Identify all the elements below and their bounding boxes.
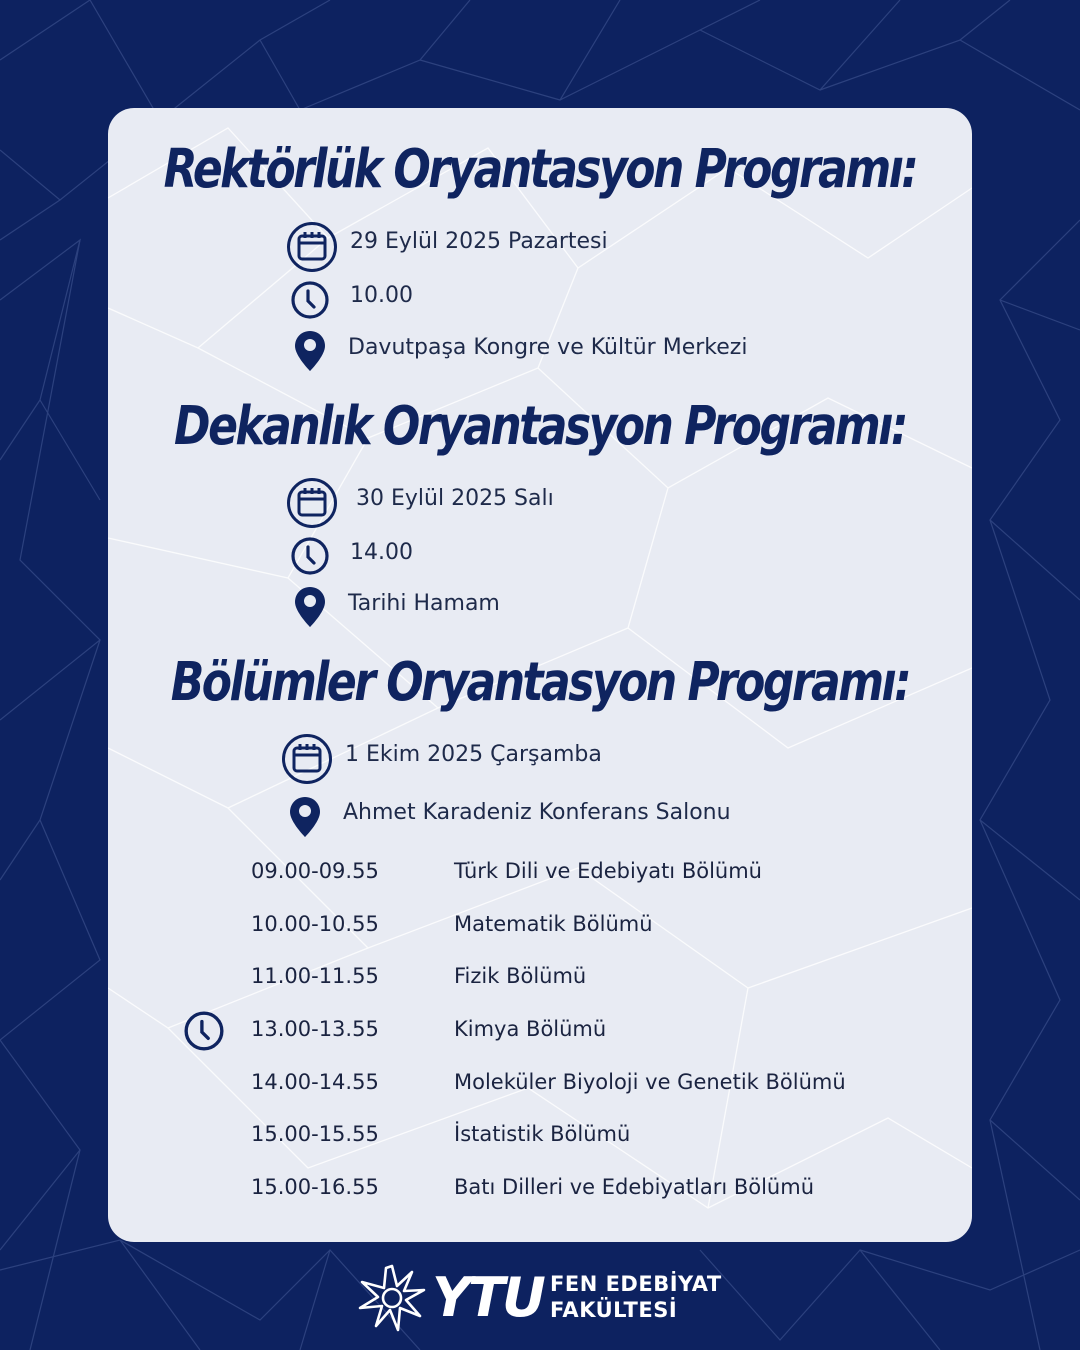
location-pin-icon [294, 330, 326, 372]
schedule-time: 15.00-16.55 [251, 1175, 379, 1199]
clock-icon [183, 1010, 225, 1052]
schedule-department: Moleküler Biyoloji ve Genetik Bölümü [454, 1070, 846, 1094]
logo-line-1: FEN EDEBİYAT [550, 1272, 722, 1296]
calendar-icon [286, 477, 338, 529]
clock-icon [290, 536, 330, 576]
schedule-department: Türk Dili ve Edebiyatı Bölümü [454, 859, 762, 883]
clock-icon [290, 280, 330, 320]
schedule-time: 09.00-09.55 [251, 859, 379, 883]
schedule-time: 10.00-10.55 [251, 912, 379, 936]
schedule-department: Batı Dilleri ve Edebiyatları Bölümü [454, 1175, 815, 1199]
section-title-rektorluk: Rektörlük Oryantasyon Programı: [163, 138, 917, 201]
schedule-time: 11.00-11.55 [251, 964, 379, 988]
dekanlik-place: Tarihi Hamam [348, 591, 500, 616]
location-pin-icon [289, 796, 321, 838]
bolumler-place: Ahmet Karadeniz Konferans Salonu [343, 800, 731, 825]
calendar-icon [281, 733, 333, 785]
star-emblem-icon [358, 1264, 426, 1332]
rektorluk-place: Davutpaşa Kongre ve Kültür Merkezi [348, 335, 748, 360]
schedule-time: 13.00-13.55 [251, 1017, 379, 1041]
rektorluk-date: 29 Eylül 2025 Pazartesi [350, 229, 608, 254]
schedule-department: Kimya Bölümü [454, 1017, 607, 1041]
schedule-department: İstatistik Bölümü [454, 1122, 631, 1146]
schedule-time: 14.00-14.55 [251, 1070, 379, 1094]
program-card [108, 108, 972, 1242]
schedule-time: 15.00-15.55 [251, 1122, 379, 1146]
dekanlik-date: 30 Eylül 2025 Salı [356, 486, 554, 511]
logo-line-2: FAKÜLTESİ [550, 1298, 678, 1322]
section-title-bolumler: Bölümler Oryantasyon Programı: [170, 651, 910, 714]
schedule-department: Matematik Bölümü [454, 912, 653, 936]
bolumler-date: 1 Ekim 2025 Çarşamba [345, 742, 602, 767]
calendar-icon [286, 221, 338, 273]
rektorluk-time: 10.00 [350, 283, 413, 308]
faculty-logo [358, 1262, 728, 1334]
location-pin-icon [294, 586, 326, 628]
section-title-dekanlik: Dekanlık Oryantasyon Programı: [174, 395, 906, 458]
schedule-department: Fizik Bölümü [454, 964, 587, 988]
dekanlik-time: 14.00 [350, 540, 413, 565]
logo-wordmark: YTU [432, 1266, 543, 1329]
